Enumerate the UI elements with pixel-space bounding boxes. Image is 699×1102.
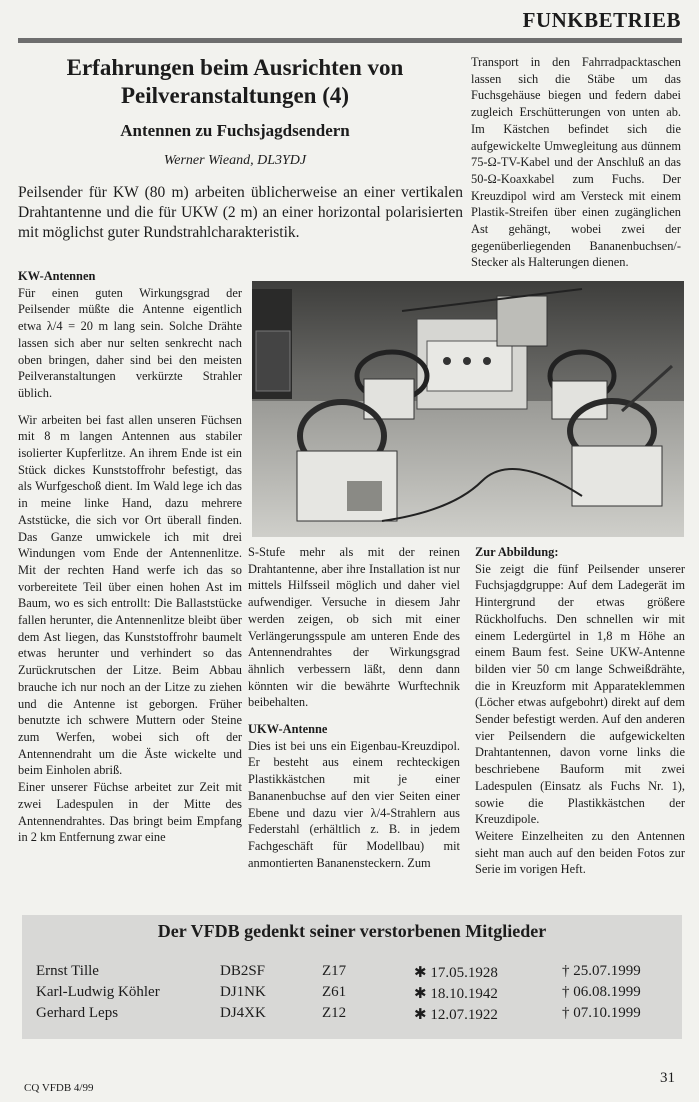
col3-paragraph-1: Sie zeigt die fünf Peilsender unserer Fuchsjagdgruppe: Auf dem Ladegerät im Hintergrund der etwas größere Rückholfuchs. Den schnellen wir mit einem Ledergürtel in 1,8 m Höhe an einem Baum fest. Seine UKW-Antenne bilden vier 50 cm lange Schweißdrähte, die in Kreuzform mit Apparateklemmen (Löcher etwas aufgebohrt) direkt auf dem Sender befestigt werden. Auf den anderen vier Peilsendern die aufgewickelten Drahtantennen, davon vorne links die beschriebene Bauform mit zwei Ladespulen (Einsatz als Fuchs Nr. 1), sowie die Plastikkästchen der Kreuzdipole.: [475, 561, 685, 827]
member-dov: Z17: [322, 963, 347, 979]
top-right-paragraph: Transport in den Fahrradpacktaschen lassen sich die Stäbe um das Fuchsgehäuse biegen und federn dabei zugleich Erschütterungen von unten ab. Im Kästchen befindet sich die aufgewickelte Umwegleitung aus dünnem 75-Ω-TV-Kabel und der Anschluß an das 50-Ω-Koaxkabel zum Fuchs. Der Kreuzdipol wird am Versteck mit einem Plastik-Streifen über einen zugänglichen Ast gehängt, wobei zwei der gegenüberliegenden Bananenbuchsen/-Stecker als Halterungen dienen.: [471, 55, 681, 270]
memorial-box: [22, 915, 682, 1039]
member-born: ✱ 17.05.1928: [414, 965, 498, 981]
member-name: Karl-Ludwig Köhler: [36, 984, 160, 1000]
article-author: Werner Wieand, DL3YDJ: [163, 153, 307, 168]
member-name: Gerhard Leps: [36, 1005, 119, 1021]
article-lead: Peilsender für KW (80 m) arbeiten üblicherweise an einer vertikalen Drahtantenne und die für UKW (2 m) an einer horizontal polarisierten mit möglichst guter Rundstrahlcharakteristik.: [18, 184, 463, 241]
member-dov: Z61: [322, 984, 347, 1000]
photo-illustration: [252, 281, 684, 537]
member-died: † 07.10.1999: [562, 1005, 641, 1021]
col1-paragraph-1: Für einen guten Wirkungsgrad der Peilsender müßte die Antenne eigentlich etwa λ/4 = 20 m lang sein. Solche Drähte lassen sich aber nur selten senkrecht nach oben bringen, daher sind bei den meisten Peilveranstaltungen verkürzte Strahler üblich.: [18, 285, 242, 400]
member-died: † 06.08.1999: [562, 984, 641, 1000]
member-callsign: DB2SF: [220, 963, 266, 979]
kw-antennen-heading: KW-Antennen: [18, 269, 96, 283]
top-rule: [18, 38, 682, 43]
article-title: [20, 54, 450, 110]
ukw-antenne-heading: UKW-Antenne: [248, 722, 328, 737]
column-right: [475, 544, 685, 878]
member-callsign: DJ4XK: [220, 1005, 266, 1021]
article-title-line2: Peilveranstaltungen (4): [120, 83, 350, 108]
column-middle: [248, 544, 460, 871]
page-number: 31: [660, 1070, 675, 1086]
memorial-title: Der VFDB gedenkt seiner verstorbenen Mitglieder: [157, 921, 547, 941]
col2-paragraph-2: Dies ist bei uns ein Eigenbau-Kreuzdipol. Er besteht aus einem rechteckigen Plastikkästchen mit je einer Bananenbuchse auf den vier Seiten einer Ebene und dazu vier λ/4-Strahlern aus Federstahl (erhältlich z. B. in jedem Fachgeschäft für Modellbau) mit anmontierten Bananensteckern. Zum: [248, 738, 460, 870]
article-title-line1: Erfahrungen beim Ausrichten von: [66, 55, 404, 80]
section-label: FUNKBETRIEB: [522, 8, 681, 32]
article-subtitle: Antennen zu Fuchsjagdsendern: [120, 121, 350, 140]
col3-paragraph-2: Weitere Einzelheiten zu den Antennen sieht man auch auf den beiden Fotos zur Serie im vorigen Heft.: [475, 828, 685, 877]
col2-paragraph-1: S-Stufe mehr als mit der reinen Drahtantenne, aber ihre Installation ist nur mittels Hilfsseil möglich und daher viel aufwendiger. Versuche in diesem Jahr werden zeigen, ob sich mit einer Verlängerungsspule am unteren Ende des Antennendrahtes der Wirkungsgrad ähnlich verbessern läßt, denn dann könnten wir die bewährte Wurftechnik beibehalten.: [248, 545, 460, 710]
member-name: Ernst Tille: [36, 963, 99, 979]
column-top-right: [471, 54, 681, 271]
member-callsign: DJ1NK: [220, 984, 266, 1000]
zur-abbildung-heading: Zur Abbildung:: [475, 545, 559, 559]
footer-issue: CQ VFDB 4/99: [24, 1082, 94, 1094]
column-left: [18, 268, 242, 846]
member-born: ✱ 18.10.1942: [414, 986, 498, 1002]
member-born: ✱ 12.07.1922: [414, 1007, 498, 1023]
col1-paragraph-2: Wir arbeiten bei fast allen unseren Füchsen mit 8 m langen Antennen aus stabiler isolierter Kupferlitze. An ihrem Ende ist ein Stück dickes Kunststoffrohr befestigt, das als Wurfgeschoß dient. Im Wald lege ich das in meine linke Hand, dazu mehrere Aststücke, die sich vor Ort überall finden. Das Ganze umwickele ich mit drei Windungen vom Ende der Antennenlitze. Mit der rechten Hand werfe ich das so vorbereitete Teil über einen hohen Ast im Baum, wo es sich entrollt: Die Ballaststücke fallen herunter, die Antennenlitze bleibt über dem Ast liegen, das Kunststoffrohr baumelt etwas herunter und verhindert so das Zurückrutschen der Litze. Beim Abbau brauche ich nur noch an der Litze zu ziehen und die Antenne ist geborgen. Früher benutzte ich schwere Muttern oder Steine zum Werfen, wobei sich oft der Antennendraht um die Äste wickelte und beim Einholen abriß.: [18, 412, 242, 778]
member-dov: Z12: [322, 1005, 347, 1021]
photo-peilsender: [252, 281, 684, 537]
col1-paragraph-3: Einer unserer Füchse arbeitet zur Zeit mit zwei Ladespulen in der Mitte des Antennendrahtes. Das bringt beim Empfang in 2 km Entfernung zwar eine: [18, 780, 242, 845]
member-died: † 25.07.1999: [562, 963, 641, 979]
